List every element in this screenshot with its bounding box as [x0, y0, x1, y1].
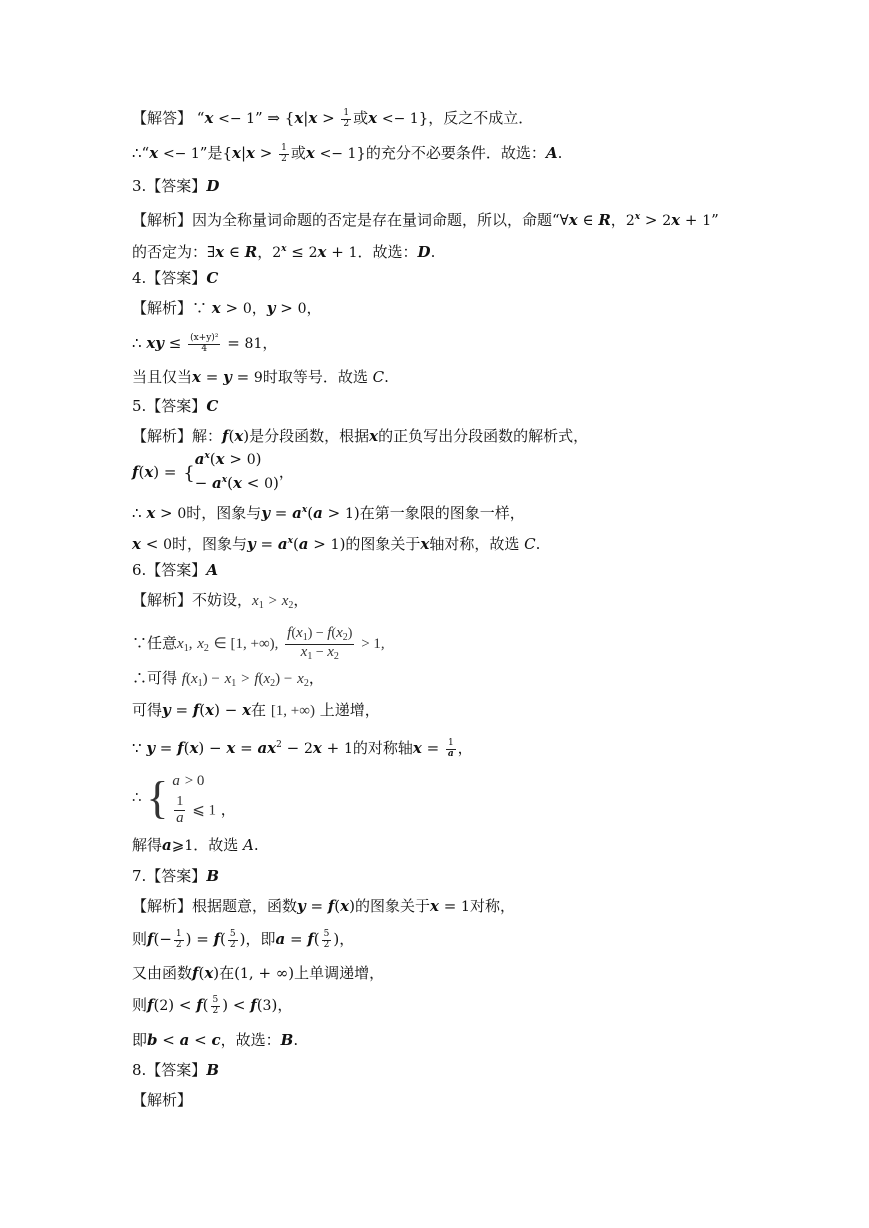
- question-7-explanation-3: 又由函数f(x)在(1, + ∞)上单调递增，: [132, 964, 385, 982]
- question-5-explanation-3: x < 0时，图象与$y = a^x(a > 1)$的图象关于x轴对称，故选 C.: [132, 535, 541, 553]
- question-4-explanation-3: 当且仅当x = y = 9时取等号．故选 C.: [132, 368, 389, 386]
- question-7-explanation-1: 【解析】根据题意，函数y = f(x)的图象关于x = 1对称，: [132, 897, 515, 915]
- question-4-explanation-2: ∴ xy ≤ $\frac{\text{(x+y)²}}{4}$ = 81，: [132, 333, 278, 354]
- question-5-answer: 5.【答案】C: [132, 397, 219, 415]
- question-6-explanation-6: 解得a⩾1．故选 A.: [132, 836, 259, 854]
- question-5-explanation-2: ∴ x > 0时，图象与$y = a^x(a > 1)$在第一象限的图象一样，: [132, 504, 525, 522]
- question-4-explanation-1: 【解析】∵ x > 0，y > 0，: [132, 299, 322, 317]
- question-6-system: ∴ { a > 0 $\frac{1}{a}$ ⩽ 1 ，: [132, 772, 236, 826]
- answer-line-2: ∴“x <− 1”是{x|x > $\frac{1}{2}$ 或x <− 1}的充分不必要条件．故选：A.: [132, 143, 563, 164]
- question-6-explanation-3: ∴可得 $f(x_1) - x_1 > f(x_2) - x_2$，: [132, 669, 324, 689]
- question-5-piecewise: f(x) = { $a^x(x > 0)$ − $a^x(x < 0)$ ，: [132, 450, 294, 492]
- question-6-answer: 6.【答案】A: [132, 561, 218, 579]
- question-6-explanation-2: ∵任意$x_1$, $x_2$ ∈ [1, +∞), $\frac{f(x_1) - f(x_2)}{x_1 - x_2}$ > 1,: [132, 625, 385, 662]
- question-5-explanation-1: 【解析】解：f(x)是分段函数，根据x的正负写出分段函数的解析式，: [132, 427, 589, 445]
- question-7-answer: 7.【答案】B: [132, 867, 219, 885]
- question-3-answer: 3.【答案】D: [132, 177, 220, 195]
- question-3-explanation-2: 的否定为：∃x ∈ R，$2^x \le 2x + 1$．故选：D.: [132, 243, 436, 261]
- question-3-explanation-1: 【解析】因为全称量词命题的否定是存在量词命题，所以，命题“∀x ∈ R，$2^x > 2x + 1$”: [132, 211, 719, 229]
- question-6-explanation-4: 可得y = f(x) − x在 [1, +∞) 上递增，: [132, 701, 380, 719]
- question-6-explanation-5: ∵ $y = f(x) - x = ax^2 - 2x + 1$的对称轴x = $\frac{1}{a}$ ，: [132, 738, 473, 759]
- question-8-answer: 8.【答案】B: [132, 1061, 219, 1079]
- question-8-explanation: 【解析】: [132, 1091, 193, 1109]
- question-7-explanation-2: 则f(− $\frac{1}{2}$ ) = f( $\frac{5}{2}$ )，即a = f( $\frac{5}{2}$ )，: [132, 929, 355, 950]
- question-6-explanation-1: 【解析】不妨设，$x_1 > x_2$，: [132, 591, 309, 611]
- question-7-explanation-5: 即b < a < c，故选：B.: [132, 1031, 299, 1049]
- question-4-answer: 4.【答案】C: [132, 269, 219, 287]
- question-7-explanation-4: 则f(2) < f( $\frac{5}{2}$ ) < f(3)，: [132, 995, 293, 1016]
- answer-line-1: 【解答】 “x <− 1” ⇒ {x|x > $\frac{1}{2}$ 或x <− 1}，反之不成立．: [132, 108, 534, 129]
